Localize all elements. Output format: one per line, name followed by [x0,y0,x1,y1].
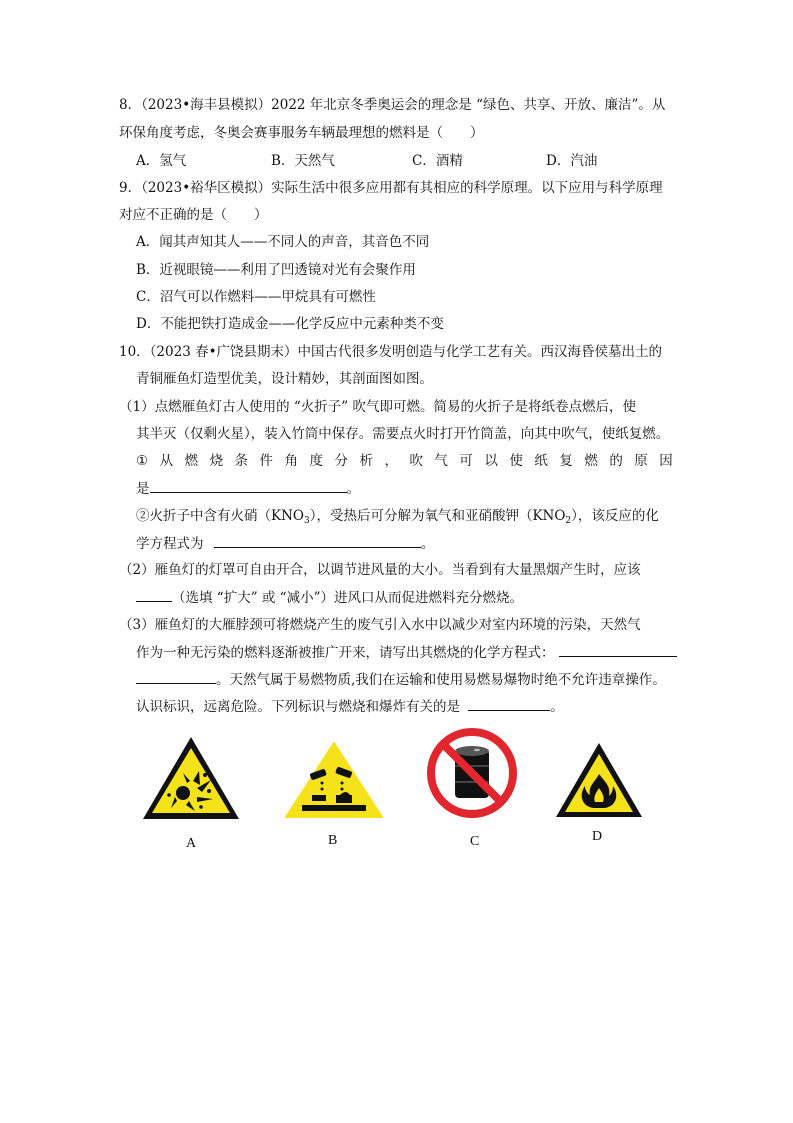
q10-part3-sign-answer-blank[interactable] [468,697,550,711]
q9-stem-line1: 9．（2023•裕华区模拟）实际生活中很多应用都有其相应的科学原理。以下应用与科学原理 [119,180,663,196]
q10-part1-a-char: 从 [159,453,174,469]
explosive-warning-icon [139,733,243,825]
q10-part1-a-line2 [136,479,360,498]
q10-part3-line2 [136,643,677,662]
q10-part1-a-char: 复 [559,453,573,469]
q10-part1-a-char: 条 [234,453,249,469]
q10-stem-line1: 10．（2023 春•广饶县期末）中国古代很多发明创造与化学工艺有关。西汉海昏侯墓出土的 [119,344,663,360]
q10-part1-a-justified-text [136,452,673,470]
q10-part1-line1: （1）点燃雁鱼灯古人使用的 “火折子” 吹气即可燃。简易的火折子是将纸卷点燃后，使 [119,399,636,415]
q10-part1-a-char: 以 [484,453,498,469]
q10-part1-a-char: ， [384,453,398,469]
q10-part1-a-char: 纸 [534,453,548,469]
q10-part1-a-char: 吹 [409,453,423,469]
q10-part2-text: （选填 “扩大” 或 “减小”）进风口从而促进燃料充分燃烧。 [172,590,523,606]
q10-part1-b-equation-blank[interactable] [214,534,421,548]
corrosive-warning-icon [284,741,384,819]
q8-option-b[interactable]: B．天然气 [271,153,335,169]
q8-option-a[interactable]: A．氢气 [136,153,187,169]
q10-part1-a-char: 角 [284,453,299,469]
q10-part2-line2 [136,588,523,607]
q10-part2-answer-blank[interactable] [136,588,172,602]
q10-part3-prompt: 作为一种无污染的燃料逐渐被推广开来，请写出其燃烧的化学方程式： [136,645,555,661]
q9-option-c[interactable]: C．沼气可以作燃料——甲烷具有可燃性 [136,289,376,305]
q10-part1-line2: 其半灭（仅剩火星），装入竹筒中保存。需要点火时打开竹筒盖，向其中吹气，使纸复燃。 [136,426,670,442]
q9-option-b[interactable]: B．近视眼镜——利用了凹透镜对光有会聚作用 [136,262,416,278]
q10-part3-line3 [136,670,666,689]
q10-part1-a-char: 燃 [184,453,199,469]
q10-part1-a-char: 烧 [209,453,224,469]
q10-stem-line2: 青铜雁鱼灯造型优美，设计精妙，其剖面图如图。 [136,371,433,387]
q10-part2-line1: （2）雁鱼灯的灯罩可自由开合，以调节进风量的大小。当看到有大量黑烟产生时，应该 [119,562,641,578]
q9-option-d[interactable]: D．不能把铁打造成金——化学反应中元素种类不变 [136,316,444,332]
sign-b-label: B [328,833,338,848]
q8-option-d[interactable]: D．汽油 [546,153,598,169]
q10-part1-b-text-2: ），受热后可分解为氧气和亚硝酸钾（KNO [309,508,566,524]
sign-d-label: D [592,829,603,844]
q10-part1-b-text-3: ），该反应的化 [571,508,659,524]
q10-part1-b-line1 [136,507,659,530]
q10-part1-b-sub-2: 2 [565,516,572,526]
q10-part1-a-char: 因 [659,453,673,469]
q9-stem-line2: 对应不正确的是（ ） [119,207,268,223]
flammable-warning-icon [553,740,645,820]
q8-option-c[interactable]: C．酒精 [412,153,463,169]
no-oil-barrel-icon [425,726,519,820]
q10-part1-b-sub-3: 3 [303,516,310,526]
q10-part1-a-char: 的 [609,453,623,469]
q10-part1-b-line2 [136,534,434,553]
q9-option-a[interactable]: A．闻其声知其人——不同人的声音，其音色不同 [136,234,430,250]
sign-a[interactable] [139,733,243,829]
q10-part1-a-prefix: 是 [136,481,150,497]
q10-part3-equation-blank-1[interactable] [559,643,677,657]
q10-part3-line1: （3）雁鱼灯的大雁脖颈可将燃烧产生的废气引入水中以减少对室内环境的污染，天然气 [119,617,641,633]
q8-stem-line2: 环保角度考虑，冬奥会赛事服务车辆最理想的燃料是（ ） [119,125,484,141]
q10-part1-a-answer-blank[interactable] [150,479,347,493]
q10-part3-equation-blank-2[interactable] [136,670,216,684]
q10-part1-b-suffix: 。 [420,536,435,552]
q10-part1-a-line1 [136,452,673,470]
sign-a-label: A [186,836,197,851]
q10-part1-a-char: ① [136,453,149,469]
q10-part1-a-char: 度 [309,453,323,469]
q10-part3-sign-suffix: 。 [550,699,564,715]
q10-part1-a-char: 可 [459,453,473,469]
q10-part1-a-suffix: 。 [346,481,360,497]
sign-d[interactable] [553,740,645,824]
sign-c[interactable] [425,726,519,824]
q10-part1-a-char: 气 [434,453,448,469]
q10-part1-b-prefix: 学方程式为 [136,536,208,552]
q10-part1-a-char: 析 [359,453,373,469]
q10-part1-a-char: 使 [509,453,523,469]
q10-part1-b-text-1: ②火折子中含有火硝（KNO [136,508,304,524]
q10-part3-sign-question: 认识标识，远离危险。下列标识与燃烧和爆炸有关的是 [136,699,465,715]
q10-part1-a-char: 燃 [584,453,598,469]
q10-part1-a-char: 分 [334,453,348,469]
q8-options [136,152,616,170]
q10-part3-line4 [136,697,564,716]
q10-part1-a-char: 原 [634,453,648,469]
q8-stem-line1: 8．（2023•海丰县模拟）2022 年北京冬季奥运会的理念是 “绿色、共享、开放、廉洁”。从 [119,97,666,113]
sign-b[interactable] [284,741,384,823]
q10-part1-a-char: 件 [259,453,274,469]
q10-part3-safety-text: 。天然气属于易燃物质,我们在运输和使用易燃易爆物时绝不允许违章操作。 [216,672,666,688]
sign-c-label: C [470,834,480,849]
